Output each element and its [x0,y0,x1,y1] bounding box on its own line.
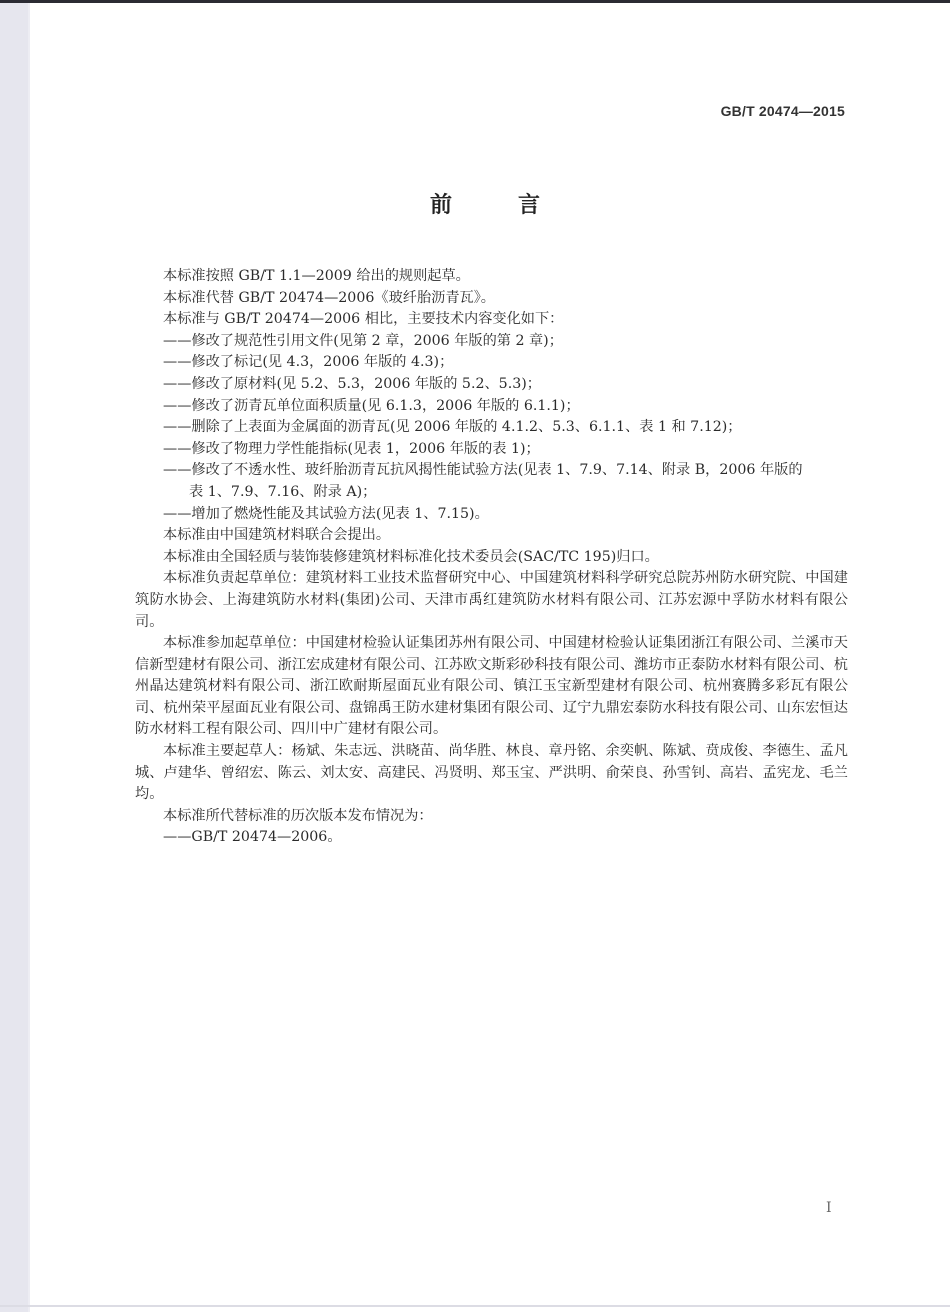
change-item: ——修改了沥青瓦单位面积质量(见 6.1.3，2006 年版的 6.1.1)； [163,397,580,414]
paragraph-drafting-rules: 本标准按照 GB/T 1.1—2009 给出的规则起草。 [163,268,470,284]
change-item-continuation: 表 1、7.9、7.16、附录 A)； [189,483,377,500]
scan-bottom-edge [0,1305,950,1307]
scan-left-margin [0,3,30,1312]
change-item: ——修改了不透水性、玻纤胎沥青瓦抗风揭性能试验方法(见表 1、7.9、7.14、附录 B，2006 年版的 [163,462,803,479]
page-title [430,188,540,219]
page-number: I [826,1200,832,1216]
change-item: ——修改了规范性引用文件(见第 2 章，2006 年版的第 2 章)； [163,332,563,349]
paragraph-history-item: ——GB/T 20474—2006。 [163,829,342,846]
paragraph-main-drafters: 本标准主要起草人：杨斌、朱志远、洪晓苗、尚华胜、林良、章丹铭、余奕帆、陈斌、贲成俊、李德生、孟凡城、卢建华、曾绍宏、陈云、刘太安、高建民、冯贤明、郑玉宝、严洪明、俞荣良、孙雪钊、高岩、孟宪龙、毛兰均。 [135,743,848,803]
paragraph-lead-drafters: 本标准负责起草单位：建筑材料工业技术监督研究中心、中国建筑材料科学研究总院苏州防水研究院、中国建筑防水协会、上海建筑防水材料(集团)公司、天津市禹红建筑防水材料有限公司、江苏宏源中孚防水材料有限公司。 [135,570,848,630]
paragraph-replaces: 本标准代替 GB/T 20474—2006《玻纤胎沥青瓦》。 [163,289,495,306]
paragraph-participating-drafters: 本标准参加起草单位：中国建材检验认证集团苏州有限公司、中国建材检验认证集团浙江有限公司、兰溪市天信新型建材有限公司、浙江宏成建材有限公司、江苏欧文斯彩砂科技有限公司、潍坊市正泰防水材料有限公司、杭州晶达建筑材料有限公司、浙江欧耐斯屋面瓦业有限公司、镇江玉宝新型建材有限公司、杭州赛腾多彩瓦有限公司、杭州荣平屋面瓦业有限公司、盘锦禹王防水建材集团有限公司、辽宁九鼎宏泰防水科技有限公司、山东宏恒达防水材料工程有限公司、四川中广建材有限公司。 [135,635,848,738]
paragraph-proposed-by: 本标准由中国建筑材料联合会提出。 [163,527,391,544]
paragraph-changes-intro: 本标准与 GB/T 20474—2006 相比，主要技术内容变化如下： [163,311,564,328]
change-item: ——修改了物理力学性能指标(见表 1，2006 年版的表 1)； [163,440,540,457]
title-char-2: 言 [517,193,540,218]
foreword-body [135,266,848,849]
change-item: ——修改了标记(见 4.3，2006 年版的 4.3)； [163,354,454,371]
standard-code: GB/T 20474—2015 [720,103,845,119]
change-item: ——增加了燃烧性能及其试验方法(见表 1、7.15)。 [163,505,489,522]
paragraph-administered-by: 本标准由全国轻质与装饰装修建筑材料标准化技术委员会(SAC/TC 195)归口。 [163,548,659,565]
title-char-1: 前 [430,193,453,218]
change-item: ——删除了上表面为金属面的沥青瓦(见 2006 年版的 4.1.2、5.3、6.1.1、表 1 和 7.12)； [163,419,742,436]
change-item: ——修改了原材料(见 5.2、5.3，2006 年版的 5.2、5.3)； [163,375,541,392]
scan-top-edge [0,0,950,3]
paragraph-history-intro: 本标准所代替标准的历次版本发布情况为： [163,807,433,824]
